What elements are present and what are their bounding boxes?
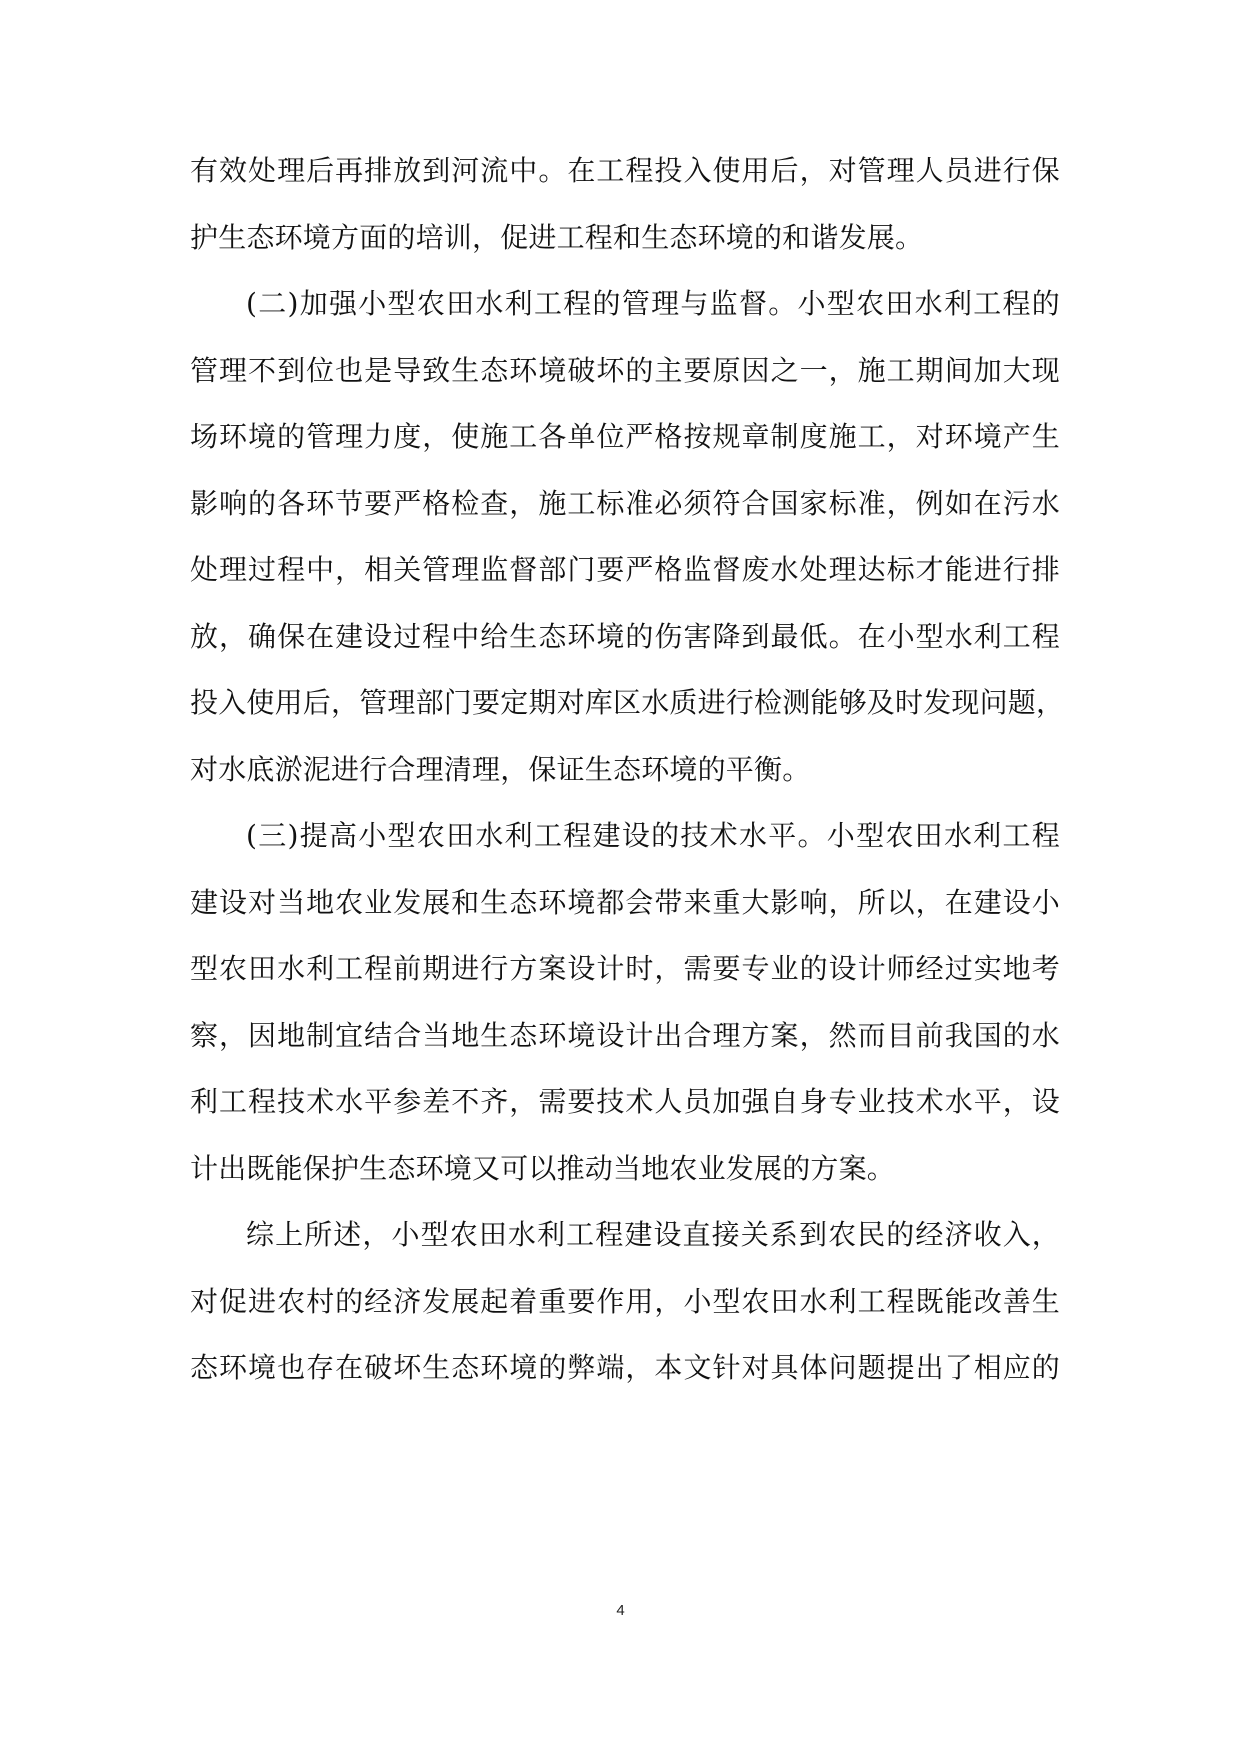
text-line: 对水底淤泥进行合理清理，保证生态环境的平衡。 — [190, 752, 811, 786]
text-line: 对促进农村的经济发展起着重要作用，小型农田水利工程既能改善生 — [190, 1284, 1060, 1318]
text-line: 处理过程中，相关管理监督部门要严格监督废水处理达标才能进行排 — [190, 553, 1060, 586]
body-text — [190, 138, 1065, 1402]
text-line: 综上所述，小型农田水利工程建设直接关系到农民的经济收入， — [246, 1218, 1060, 1251]
text-line: 护生态环境方面的培训，促进工程和生态环境的和谐发展。 — [190, 220, 924, 254]
text-line: 察，因地制宜结合当地生态环境设计出合理方案，然而目前我国的水 — [190, 1018, 1060, 1052]
text-line: (三)提高小型农田水利工程建设的技术水平。小型农田水利工程 — [246, 819, 1060, 852]
text-line: 建设对当地农业发展和生态环境都会带来重大影响，所以，在建设小 — [190, 885, 1060, 919]
text-line: 有效处理后再排放到河流中。在工程投入使用后，对管理人员进行保 — [190, 154, 1060, 187]
text-line: 态环境也存在破坏生态环境的弊端，本文针对具体问题提出了相应的 — [190, 1351, 1060, 1384]
text-line: 型农田水利工程前期进行方案设计时，需要专业的设计师经过实地考 — [190, 952, 1060, 985]
text-line: 放，确保在建设过程中给生态环境的伤害降到最低。在小型水利工程 — [190, 619, 1060, 653]
text-line: 场环境的管理力度，使施工各单位严格按规章制度施工，对环境产生 — [190, 420, 1060, 453]
text-line: 计出既能保护生态环境又可以推动当地农业发展的方案。 — [190, 1151, 896, 1185]
text-line: 利工程技术水平参差不齐，需要技术人员加强自身专业技术水平，设 — [190, 1085, 1060, 1118]
text-line: 管理不到位也是导致生态环境破坏的主要原因之一，施工期间加大现 — [190, 353, 1060, 387]
text-line: 投入使用后，管理部门要定期对库区水质进行检测能够及时发现问题， — [190, 686, 1065, 719]
page-number: 4 — [616, 1602, 625, 1619]
text-line: (二)加强小型农田水利工程的管理与监督。小型农田水利工程的 — [246, 287, 1060, 320]
text-line: 影响的各环节要严格检查，施工标准必须符合国家标准，例如在污水 — [190, 486, 1060, 520]
